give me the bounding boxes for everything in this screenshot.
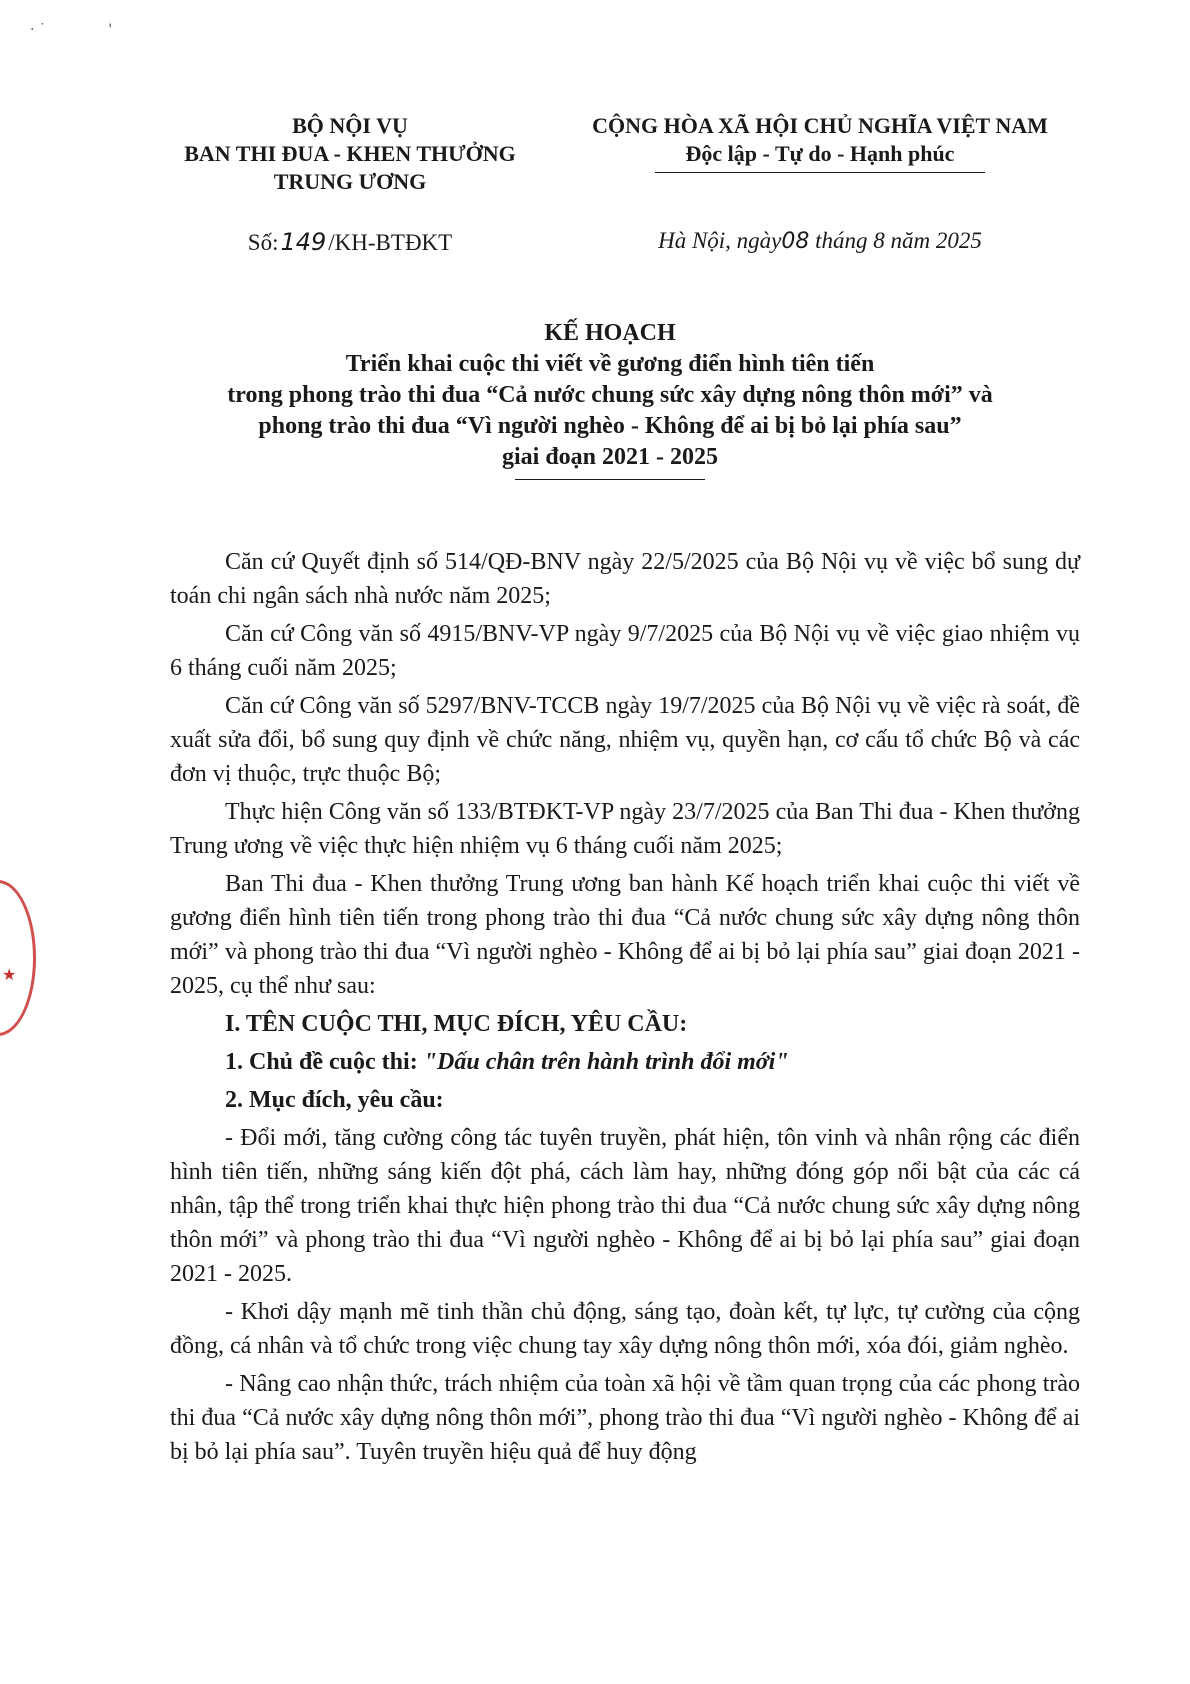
title-line-4: giai đoạn 2021 - 2025 xyxy=(501,444,719,470)
document-title xyxy=(130,318,1090,480)
document-body xyxy=(170,545,1080,1473)
national-header xyxy=(560,112,1080,173)
seal-star-icon: ★ xyxy=(2,965,17,984)
issuing-agency xyxy=(150,112,550,196)
country-name: CỘNG HÒA XÃ HỘI CHỦ NGHĨA VIỆT NAM xyxy=(592,113,1048,138)
contest-theme-value: "Dấu chân trên hành trình đổi mới" xyxy=(423,1049,789,1075)
date-prefix: Hà Nội, ngày xyxy=(658,228,782,253)
doc-number-prefix: Số: xyxy=(247,230,279,255)
title-line-3: phong trào thi đua “Vì người nghèo - Không để ai bị bỏ lại phía sau” xyxy=(258,413,962,439)
agency-line-central: TRUNG ƯƠNG xyxy=(273,169,427,194)
purpose-heading: 2. Mục đích, yêu cầu: xyxy=(225,1087,444,1113)
title-kind: KẾ HOẠCH xyxy=(544,320,676,346)
motto-underline xyxy=(655,172,985,173)
agency-line-ministry: BỘ NỘI VỤ xyxy=(292,113,408,138)
title-line-2: trong phong trào thi đua “Cả nước chung sức xây dựng nông thôn mới” và xyxy=(227,382,993,408)
date-suffix: tháng 8 năm 2025 xyxy=(815,228,982,253)
scan-specks: · ˙ ' xyxy=(30,22,113,38)
agency-line-board: BAN THI ĐUA - KHEN THƯỞNG xyxy=(184,141,516,166)
title-underline xyxy=(515,479,705,480)
doc-number-handwritten: 149 xyxy=(280,228,327,256)
doc-number-suffix: /KH-BTĐKT xyxy=(328,230,453,255)
date-day-handwritten: 08 xyxy=(781,229,810,254)
purpose-bullet-3: - Nâng cao nhận thức, trách nhiệm của toàn xã hội về tầm quan trọng của các phong trào thi đua “Cả nước xây dựng nông thôn mới”, phong trào thi đua “Vì người nghèo - Không để ai bị bỏ lại phía sau”. Tuyên truyền hiệu quả để huy động xyxy=(170,1371,1080,1465)
section-heading-1: I. TÊN CUỘC THI, MỤC ĐÍCH, YÊU CẦU: xyxy=(225,1011,688,1037)
basis-paragraph-4: Thực hiện Công văn số 133/BTĐKT-VP ngày 23/7/2025 của Ban Thi đua - Khen thưởng Trung ương về việc thực hiện nhiệm vụ 6 tháng cuối năm 2025; xyxy=(170,799,1080,859)
title-line-1: Triển khai cuộc thi viết về gương điển hình tiên tiến xyxy=(345,351,875,377)
contest-theme-heading xyxy=(170,1045,1080,1079)
basis-paragraph-1: Căn cứ Quyết định số 514/QĐ-BNV ngày 22/5/2025 của Bộ Nội vụ về việc bổ sung dự toán chi ngân sách nhà nước năm 2025; xyxy=(170,549,1080,609)
red-seal-stamp xyxy=(0,880,36,1036)
basis-paragraph-3: Căn cứ Công văn số 5297/BNV-TCCB ngày 19/7/2025 của Bộ Nội vụ về việc rà soát, đề xuất sửa đổi, bổ sung quy định về chức năng, nhiệm vụ, quyền hạn, cơ cấu tổ chức Bộ và các đơn vị thuộc, trực thuộc Bộ; xyxy=(170,693,1080,787)
document-number xyxy=(150,228,550,256)
purpose-bullet-2: - Khơi dậy mạnh mẽ tinh thần chủ động, sáng tạo, đoàn kết, tự lực, tự cường của cộng đồng, cá nhân và tổ chức trong việc chung tay xây dựng nông thôn mới, xóa đói, giảm nghèo. xyxy=(170,1299,1080,1359)
intro-paragraph: Ban Thi đua - Khen thưởng Trung ương ban hành Kế hoạch triển khai cuộc thi viết về gương điển hình tiên tiến trong phong trào thi đua “Cả nước chung sức xây dựng nông thôn mới” và phong trào thi đua “Vì người nghèo - Không để ai bị bỏ lại phía sau” giai đoạn 2021 - 2025, cụ thể như sau: xyxy=(170,871,1080,999)
basis-paragraph-2: Căn cứ Công văn số 4915/BNV-VP ngày 9/7/2025 của Bộ Nội vụ về việc giao nhiệm vụ 6 tháng cuối năm 2025; xyxy=(170,621,1080,681)
contest-theme-label: 1. Chủ đề cuộc thi: xyxy=(225,1049,418,1075)
purpose-bullet-1: - Đổi mới, tăng cường công tác tuyên truyền, phát hiện, tôn vinh và nhân rộng các điển hình tiên tiến, những sáng kiến đột phá, cách làm hay, những đóng góp nổi bật của các cá nhân, tập thể trong triển khai thực hiện phong trào thi đua “Cả nước chung sức xây dựng nông thôn mới” và phong trào thi đua “Vì người nghèo - Không để ai bị bỏ lại phía sau” giai đoạn 2021 - 2025. xyxy=(170,1125,1080,1287)
document-date xyxy=(560,228,1080,254)
national-motto: Độc lập - Tự do - Hạnh phúc xyxy=(685,141,955,166)
